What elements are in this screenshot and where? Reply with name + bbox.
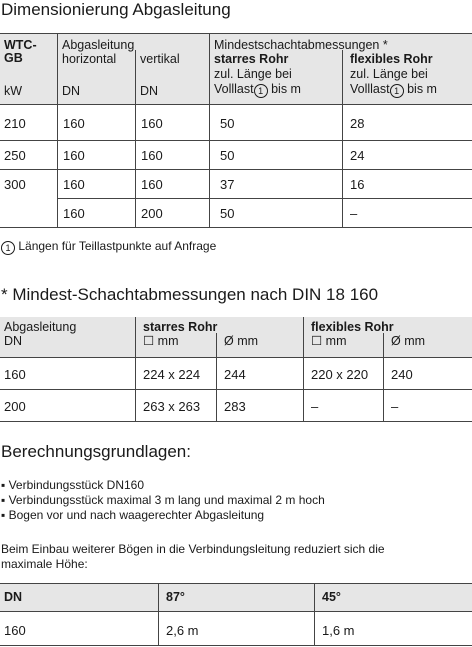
table-cell: 50 — [220, 116, 235, 131]
table1-header-vline — [135, 50, 136, 105]
table-cell: – — [391, 399, 399, 414]
footnote: 1 Längen für Teillastpunkte auf Anfrage — [1, 239, 216, 255]
table-cell: 300 — [4, 177, 26, 192]
section-title-schachtabmessungen: * Mindest-Schachtabmessungen nach DIN 18 160 — [1, 285, 379, 304]
header-gb: GB — [4, 51, 23, 65]
table-cell: 160 — [63, 116, 85, 131]
table-cell: 160 — [4, 623, 26, 638]
t2-header-starr-mm: ☐ mm — [143, 334, 179, 348]
table-cell: 283 — [224, 399, 246, 414]
table1-row-rule — [0, 169, 472, 170]
table2-vline — [135, 317, 136, 421]
t2-header-starr-d: Ø mm — [224, 334, 259, 348]
table-cell: 240 — [391, 367, 413, 382]
table1-row-rule — [0, 140, 472, 141]
header-flexibles-rohr: flexibles Rohr — [350, 52, 433, 66]
table1-header-vline — [342, 50, 343, 105]
t2-header-flexibles-rohr: flexibles Rohr — [311, 320, 394, 334]
t3-header-45: 45° — [322, 590, 341, 604]
table-cell: 244 — [224, 367, 246, 382]
table3-vline — [314, 583, 315, 646]
footnote-circle-icon: 1 — [390, 84, 404, 98]
bullet-item: ▪ Bogen vor und nach waagerechter Abgasleitung — [1, 508, 265, 522]
header-kw: kW — [4, 84, 23, 98]
header-dn-horizontal: DN — [62, 84, 81, 98]
table-cell: 250 — [4, 148, 26, 163]
table-cell: 16 — [350, 177, 365, 192]
table1-header-vline — [209, 33, 210, 105]
header-abgasleitung: Abgasleitung — [62, 38, 135, 52]
header-flex-sub: zul. Länge bei — [350, 67, 428, 81]
table-cell: 50 — [220, 148, 235, 163]
t2-header-flex-d: Ø mm — [391, 334, 426, 348]
table1-top-rule — [0, 33, 472, 34]
table-cell: 160 — [63, 206, 85, 221]
t3-header-87: 87° — [166, 590, 185, 604]
table-cell: 160 — [141, 148, 163, 163]
header-wtc: WTC- — [4, 38, 37, 52]
table-cell: – — [350, 206, 358, 221]
table-cell: 160 — [63, 177, 85, 192]
table-cell: 220 x 220 — [311, 367, 369, 382]
table2-header-bottom-rule — [0, 357, 472, 358]
table-cell: 224 x 224 — [143, 367, 201, 382]
t2-header-abgasleitung: Abgasleitung — [4, 320, 77, 334]
table-cell: 160 — [141, 116, 163, 131]
table1-row-rule — [57, 198, 472, 199]
header-starr-sub: zul. Länge bei — [214, 67, 292, 81]
table1-header-vline — [57, 33, 58, 105]
t2-header-starres-rohr: starres Rohr — [143, 320, 218, 334]
table-cell: 1,6 m — [322, 623, 355, 638]
table3-header-bg — [0, 583, 472, 612]
header-horizontal: horizontal — [62, 52, 117, 66]
table-cell: 160 — [141, 177, 163, 192]
t2-header-flex-mm: ☐ mm — [311, 334, 347, 348]
t3-header-dn: DN — [4, 590, 23, 604]
table1-bottom-rule — [0, 227, 472, 228]
table1-body-vline — [209, 105, 210, 227]
table2-vline — [303, 317, 304, 421]
table-cell: 50 — [220, 206, 235, 221]
table-cell: 160 — [63, 148, 85, 163]
table-cell: 263 x 263 — [143, 399, 201, 414]
table-cell: 200 — [141, 206, 163, 221]
header-starr-volllast: Volllast 1 bis m — [214, 82, 301, 96]
table1-body-vline — [342, 105, 343, 227]
footnote-circle-icon: 1 — [1, 241, 15, 255]
table1-body-vline — [135, 105, 136, 227]
paragraph-line: maximale Höhe: — [1, 557, 88, 571]
table-cell: 24 — [350, 148, 365, 163]
table1-body-vline — [57, 105, 58, 227]
section-title-dimensionierung: Dimensionierung Abgasleitung — [1, 0, 231, 19]
header-dn-vertikal: DN — [140, 84, 159, 98]
table2-vline — [383, 333, 384, 421]
header-vertikal: vertikal — [140, 52, 180, 66]
table2-bottom-rule — [0, 421, 472, 422]
section-title-berechnungsgrundlagen: Berechnungsgrundlagen: — [1, 442, 191, 461]
bullet-item: ▪ Verbindungsstück maximal 3 m lang und maximal 2 m hoch — [1, 493, 325, 507]
table3-bottom-rule — [0, 645, 472, 646]
table-cell: – — [311, 399, 319, 414]
header-mindestschacht: Mindestschachtabmessungen * — [214, 38, 388, 52]
header-starres-rohr: starres Rohr — [214, 52, 289, 66]
table3-header-bottom-rule — [0, 611, 472, 612]
table-cell: 37 — [220, 177, 235, 192]
footnote-circle-icon: 1 — [254, 84, 268, 98]
table-cell: 200 — [4, 399, 26, 414]
table1-header-bottom-rule — [0, 104, 472, 105]
bullet-item: ▪ Verbindungsstück DN160 — [1, 478, 145, 492]
table3-top-rule — [0, 583, 472, 584]
table-cell: 28 — [350, 116, 365, 131]
header-flex-volllast: Volllast 1 bis m — [350, 82, 437, 96]
table2-vline — [216, 333, 217, 421]
table-cell: 2,6 m — [166, 623, 199, 638]
paragraph-line: Beim Einbau weiterer Bögen in die Verbindungsleitung reduziert sich die — [1, 542, 385, 556]
table2-row-rule — [0, 389, 472, 390]
table3-vline — [158, 583, 159, 646]
t2-header-dn: DN — [4, 334, 23, 348]
table-cell: 210 — [4, 116, 26, 131]
table-cell: 160 — [4, 367, 26, 382]
